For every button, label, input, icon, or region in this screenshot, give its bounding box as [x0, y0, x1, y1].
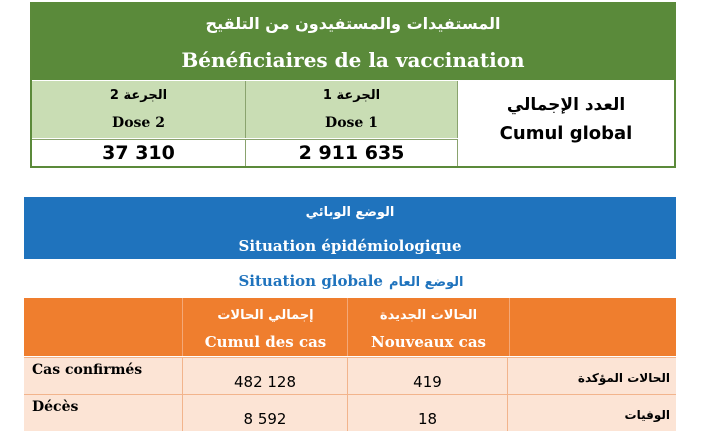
column-new-ar: الحالات الجديدة: [379, 308, 478, 323]
table-row: [24, 357, 676, 394]
global-situation-ar: الوضع العام: [388, 275, 464, 290]
table-row: [24, 394, 676, 431]
dose2-label-ar: الجرعة 2: [109, 88, 168, 103]
vaccination-table: [30, 2, 676, 168]
vaccination-title-ar: المستفيدات والمستفيدون من التلقيح: [205, 14, 501, 33]
row-cumul-value: 482 128: [233, 373, 297, 391]
cumul-label-ar: العدد الإجمالي: [506, 95, 626, 115]
epidemiology-banner: [24, 197, 676, 259]
cumul-label-fr: Cumul global: [499, 123, 633, 144]
row-label-fr: Cas confirmés: [32, 362, 143, 378]
dose2-label-fr: Dose 2: [112, 115, 165, 131]
dose1-label-ar: الجرعة 1: [322, 88, 381, 103]
column-new-fr: Nouveaux cas: [371, 333, 486, 351]
dose1-label-fr: Dose 1: [325, 115, 378, 131]
row-label-ar: الحالات المؤكدة: [577, 371, 670, 385]
dose2-header: [32, 81, 246, 138]
dose1-header: [246, 81, 458, 138]
column-cumul-ar: إجمالي الحالات: [217, 308, 314, 323]
cases-table-header: [24, 298, 676, 356]
vaccination-header: [32, 4, 674, 80]
row-cumul-value: 8 592: [243, 410, 287, 428]
row-label-ar: الوفيات: [624, 408, 670, 422]
column-cumul: [182, 298, 348, 356]
epidemiology-title-fr: Situation épidémiologique: [238, 237, 462, 255]
row-label-fr: Décès: [32, 399, 79, 415]
global-situation-subtitle: [0, 272, 702, 290]
row-new-value: 18: [417, 410, 438, 428]
column-new: [347, 298, 510, 356]
global-situation-fr: Situation globale: [238, 272, 383, 290]
epidemiology-title-ar: الوضع الوبائي: [305, 205, 395, 220]
row-new-value: 419: [413, 373, 442, 391]
dose1-value: 2 911 635: [246, 139, 458, 166]
cumul-global-cell: [458, 81, 674, 166]
vaccination-title-fr: Bénéficiaires de la vaccination: [181, 48, 525, 72]
dose2-value: 37 310: [32, 139, 246, 166]
column-cumul-fr: Cumul des cas: [204, 333, 327, 351]
